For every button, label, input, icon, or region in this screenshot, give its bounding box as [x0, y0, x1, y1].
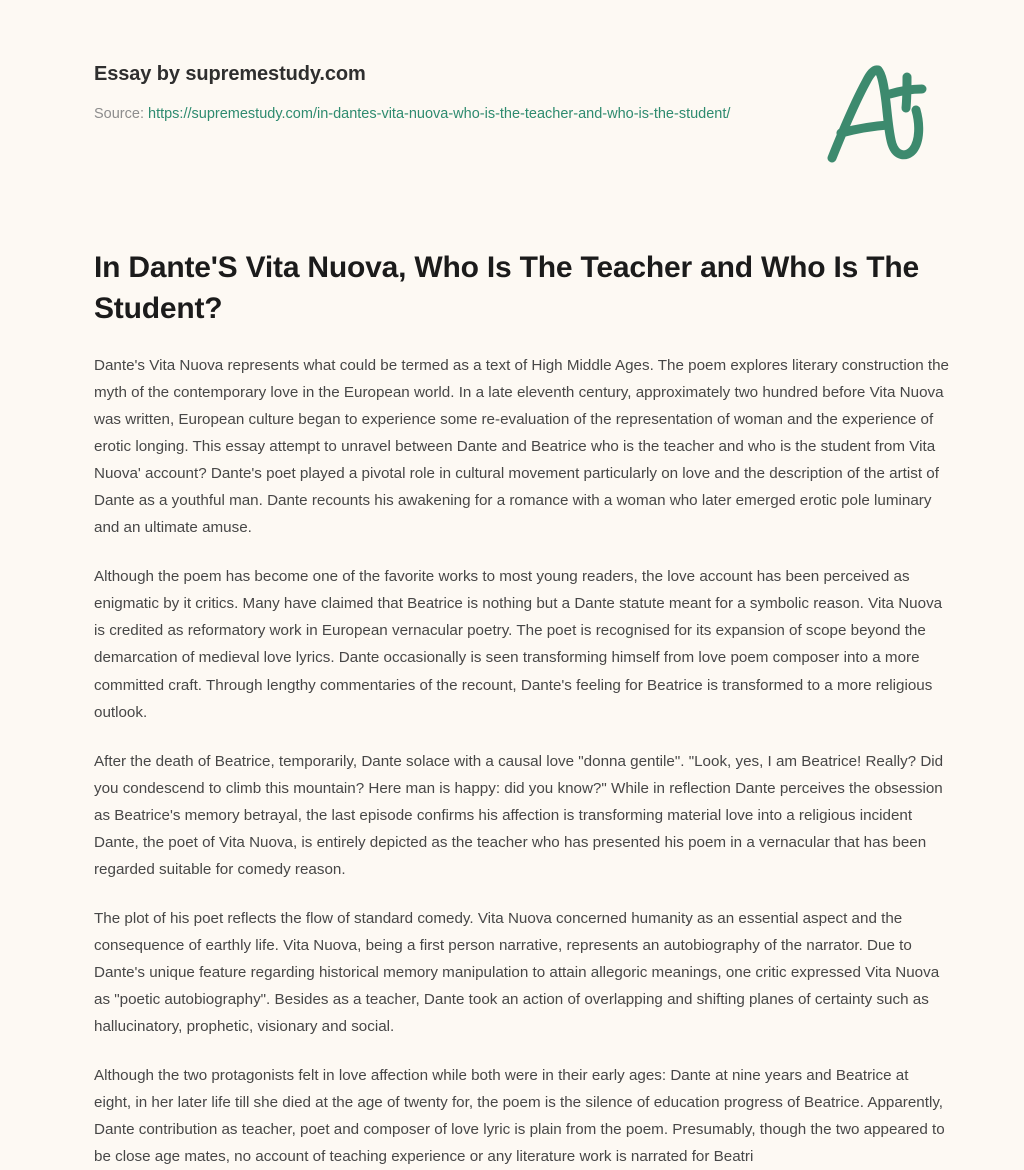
source-line — [94, 103, 794, 126]
page-title: In Dante'S Vita Nuova, Who Is The Teacher and Who Is The Student? — [94, 251, 919, 325]
essay-body — [94, 352, 949, 1170]
paragraph: Although the poem has become one of the favorite works to most young readers, the love account has been perceived as enigmatic by it critics. Many have claimed that Beatrice is nothing but a Dante statute meant for a symbolic reason. Vita Nuova is credited as reformatory work in European vernacular poetry. The poet is recognised for its expansion of scope beyond the demarcation of medieval love lyrics. Dante occasionally is seen transforming himself from love poem composer into a more committed craft. Through lengthy commentaries of the recount, Dante's feeling for Beatrice is transformed to a more religious outlook. — [94, 568, 943, 721]
source-label: Source: — [94, 106, 148, 122]
a-plus-logo — [812, 52, 934, 172]
header-text-block — [94, 62, 794, 126]
paragraph: The plot of his poet reflects the flow of standard comedy. Vita Nuova concerned humanity as an essential aspect and the consequence of earthly life. Vita Nuova, being a first person narrative, represents an autobiography of the narrator. Due to Dante's unique feature regarding historical memory manipulation to attain allegoric meanings, one critic expressed Vita Nuova as "poetic autobiography". Besides as a teacher, Dante took an action of overlapping and shifting planes of certainty such as hallucinatory, prophetic, visionary and social. — [94, 909, 940, 1036]
source-url-link[interactable]: https://supremestudy.com/in-dantes-vita-nuova-who-is-the-teacher-and-who-is-the-student/ — [148, 106, 731, 122]
paragraph: After the death of Beatrice, temporarily, Dante solace with a causal love "donna gentile". "Look, yes, I am Beatrice! Really? Did you condescend to climb this mountain? Here man is happy: did you know?" While in reflection Dante perceives the obsession as Beatrice's memory betrayal, the last episode confirms his affection is transforming material love into a religious incident Dante, the poet of Vita Nuova, is entirely depicted as the teacher who has presented his poem in a vernacular that has been regarded suitable for comedy reason. — [94, 752, 944, 878]
essay-byline: Essay by supremestudy.com — [94, 63, 366, 85]
paragraph: Dante's Vita Nuova represents what could be termed as a text of High Middle Ages. The poem explores literary construction the myth of the contemporary love in the European world. In a late eleventh century, approximately two hundred before Vita Nuova was written, European culture began to experience some re-evaluation of the representation of woman and the experience of erotic longing. This essay attempt to unravel between Dante and Beatrice who is the teacher and who is the student from Vita Nuova' account? Dante's poet played a pivotal role in cultural movement particularly on love and the description of the artist of Dante as a youthful man. Dante recounts his awakening for a romance with a woman who later emerged erotic pole luminary and an ultimate amuse. — [94, 357, 949, 537]
paragraph: Although the two protagonists felt in love affection while both were in their early ages: Dante at nine years and Beatrice at eight, in her later life till she died at the age of twenty for, the poem is the silence of education progress of Beatrice. Apparently, Dante contribution as teacher, poet and composer of love lyric is plain from the poem. Presumably, though the two appeared to be close age mates, no account of teaching experience or any literature work is narrated for Beatri — [94, 1067, 945, 1166]
a-plus-logo-icon — [812, 52, 934, 172]
document-header — [0, 0, 1024, 200]
